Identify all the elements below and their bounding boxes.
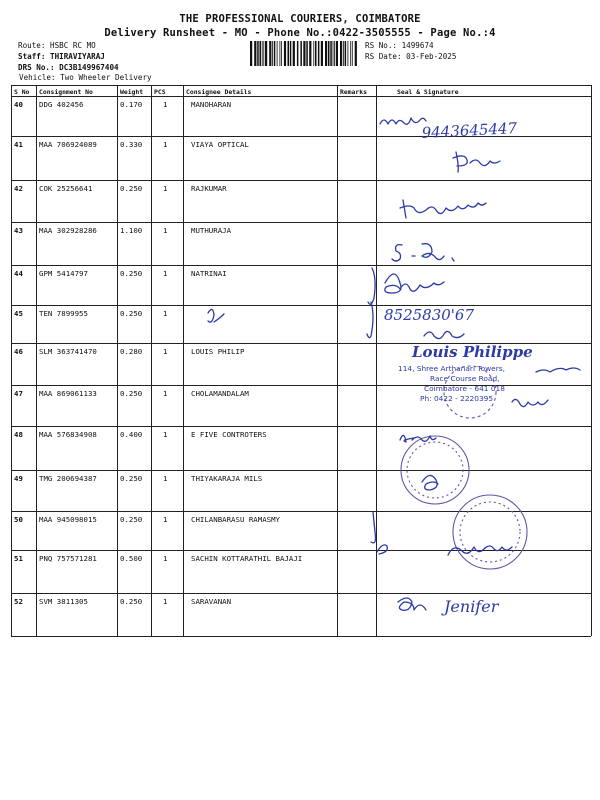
barcode-bar [325,41,327,66]
stamp-brand-name: Louis Philippe [412,343,533,361]
cell-pcs: 1 [163,474,168,483]
cell-cno: SLM 363741470 [39,347,97,356]
row-rule [11,593,591,594]
row-rule [11,222,591,223]
header-sno: S No [14,88,30,96]
table-top-rule [11,85,591,86]
cell-sno: 40 [14,100,23,109]
row-rule [11,180,591,181]
cell-weight: 0.250 [120,269,143,278]
drs-value: DC3B149967404 [59,63,119,72]
cell-pcs: 1 [163,226,168,235]
cell-cno: TMG 200694387 [39,474,97,483]
cell-pcs: 1 [163,140,168,149]
barcode-bar [328,41,330,66]
barcode-bar [274,41,276,66]
barcode-bar [313,41,314,66]
row40-phone-handwriting: 9443645447 [421,119,518,142]
cell-pcs: 1 [163,554,168,563]
row-rule [11,136,591,137]
column-rule [591,85,592,636]
cell-consignee: SARAVANAN [191,597,232,606]
header-consignment: Consignment No [39,88,93,96]
barcode-bar [297,41,299,66]
column-rule [11,85,12,636]
cell-sno: 51 [14,554,23,563]
route-value: HSBC RC MO [50,41,96,50]
column-rule [117,85,118,636]
cell-sno: 52 [14,597,23,606]
cell-pcs: 1 [163,184,168,193]
barcode-bar [348,41,349,66]
staff-value: THIRAVIYARAJ [50,52,105,61]
cell-cno: MAA 869061133 [39,389,97,398]
cell-weight: 0.400 [120,430,143,439]
barcode-bar [293,41,295,66]
rs-date-info [365,52,456,61]
barcode-bar [315,41,317,66]
column-rule [376,85,377,636]
barcode-bar [257,41,259,66]
rs-no-value: 1499674 [401,41,434,50]
header-remarks: Remarks [340,88,367,96]
cell-pcs: 1 [163,309,168,318]
header-consignee: Consignee Details [186,88,252,96]
row-rule [11,511,591,512]
barcode-bar [300,41,302,66]
cell-sno: 49 [14,474,23,483]
cell-consignee: MANOHARAN [191,100,232,109]
cell-cno: MAA 706924089 [39,140,97,149]
row-rule [11,265,591,266]
rs-no-label: RS No.: [365,41,398,50]
cell-pcs: 1 [163,100,168,109]
header-seal-signature: Seal & Signature [397,88,459,96]
header-pcs: PCS [154,88,166,96]
column-rule [337,85,338,636]
barcode-bar [250,41,252,66]
barcode-bar [288,41,290,66]
row-rule [11,470,591,471]
barcode-bar [254,41,256,66]
stamp-address-line3: Coimbatore - 641 018 [424,384,505,393]
barcode-image [250,41,358,66]
cell-weight: 0.170 [120,100,143,109]
cell-weight: 1.100 [120,226,143,235]
cell-sno: 44 [14,269,23,278]
drs-info [18,63,119,72]
barcode-bar [318,41,320,66]
barcode-bar [280,41,281,66]
drs-label: DRS No.: [18,63,55,72]
cell-consignee: E FIVE CONTROTERS [191,430,267,439]
rs-date-value: 03-Feb-2025 [406,52,457,61]
barcode-bar [306,41,308,66]
row-rule [11,305,591,306]
row-rule [11,385,591,386]
cell-weight: 0.250 [120,515,143,524]
barcode-bar [336,41,338,66]
barcode-bar [321,41,323,66]
cell-pcs: 1 [163,597,168,606]
cell-weight: 0.500 [120,554,143,563]
cell-cno: SVM 3811305 [39,597,88,606]
row-rule [11,636,591,637]
cell-sno: 46 [14,347,23,356]
header-weight: Weight [120,88,144,96]
barcode-bar [303,41,305,66]
cell-cno: DDG 402456 [39,100,84,109]
cell-consignee: LOUIS PHILIP [191,347,245,356]
row45-phone-handwriting: 8525830'67 [384,306,475,324]
rs-number-info [365,41,434,50]
cell-cno: TEN 7899955 [39,309,88,318]
cell-cno: MAA 576834908 [39,430,97,439]
route-info [18,41,96,50]
column-rule [151,85,152,636]
cell-consignee: MUTHURAJA [191,226,232,235]
row-rule [11,550,591,551]
company-title: THE PROFESSIONAL COURIERS, COIMBATORE [179,13,421,25]
cell-consignee: RAJKUMAR [191,184,227,193]
barcode-bar [281,41,282,66]
barcode-bar [269,41,271,66]
cell-pcs: 1 [163,430,168,439]
stamp-address-line4: Ph: 0422 - 2220395 [420,394,494,403]
cell-sno: 47 [14,389,23,398]
barcode-bar [343,41,344,66]
barcode-bar [309,41,311,66]
barcode-bar [262,41,263,66]
stamp-address-line2: Race Course Road, [430,374,500,383]
cell-pcs: 1 [163,269,168,278]
cell-consignee: THIYAKARAJA MILS [191,474,263,483]
cell-weight: 0.250 [120,474,143,483]
cell-weight: 0.330 [120,140,143,149]
row-rule [11,96,591,97]
cell-cno: GPM 5414797 [39,269,88,278]
barcode-bar [345,41,347,66]
barcode-bar [272,41,273,66]
cell-sno: 43 [14,226,23,235]
barcode-bar [277,41,278,66]
barcode-bar [330,41,332,66]
barcode-bar [260,41,262,66]
column-rule [183,85,184,636]
cell-cno: COK 25256641 [39,184,93,193]
cell-weight: 0.280 [120,347,143,356]
staff-info [18,52,105,61]
cell-sno: 50 [14,515,23,524]
cell-weight: 0.250 [120,184,143,193]
cell-cno: MAA 945098015 [39,515,97,524]
barcode-bar [290,41,292,66]
barcode-bar [265,41,267,66]
row52-name-handwriting: Jenifer [444,597,499,616]
cell-consignee: SACHIN KOTTARATHIL BAJAJI [191,554,303,563]
vehicle-label: Vehicle: [19,73,56,82]
barcode-bar [263,41,264,66]
stamp-address-line1: 114, Shree Arthanari Towers, [398,364,505,373]
cell-weight: 0.250 [120,389,143,398]
cell-sno: 42 [14,184,23,193]
row-rule [11,426,591,427]
barcode-bar [333,41,334,66]
cell-pcs: 1 [163,515,168,524]
barcode-bar [340,41,342,66]
cell-consignee: NATRINAI [191,269,227,278]
cell-cno: PNQ 757571281 [39,554,97,563]
cell-pcs: 1 [163,347,168,356]
vehicle-value: Two Wheeler Delivery [60,73,152,82]
staff-label: Staff: [18,52,46,61]
cell-pcs: 1 [163,389,168,398]
barcode-bar [355,41,357,66]
vehicle-info [19,73,152,82]
column-rule [36,85,37,636]
runsheet-subtitle: Delivery Runsheet - MO - Phone No.:0422-3505555 - Page No.:4 [104,27,496,39]
barcode-bar [284,41,286,66]
cell-sno: 48 [14,430,23,439]
cell-consignee: CHILANBARASU RAMASMY [191,515,280,524]
row-rule [11,343,591,344]
barcode-bar [350,41,351,66]
route-label: Route: [18,41,46,50]
cell-weight: 0.250 [120,597,143,606]
cell-sno: 45 [14,309,23,318]
barcode-bar [334,41,335,66]
cell-weight: 0.250 [120,309,143,318]
rs-date-label: RS Date: [365,52,402,61]
cell-consignee: CHOLAMANDALAM [191,389,249,398]
runsheet-table [11,85,591,636]
cell-cno: MAA 302928286 [39,226,97,235]
barcode-bar [352,41,353,66]
cell-sno: 41 [14,140,23,149]
cell-consignee: VIAYA OPTICAL [191,140,249,149]
